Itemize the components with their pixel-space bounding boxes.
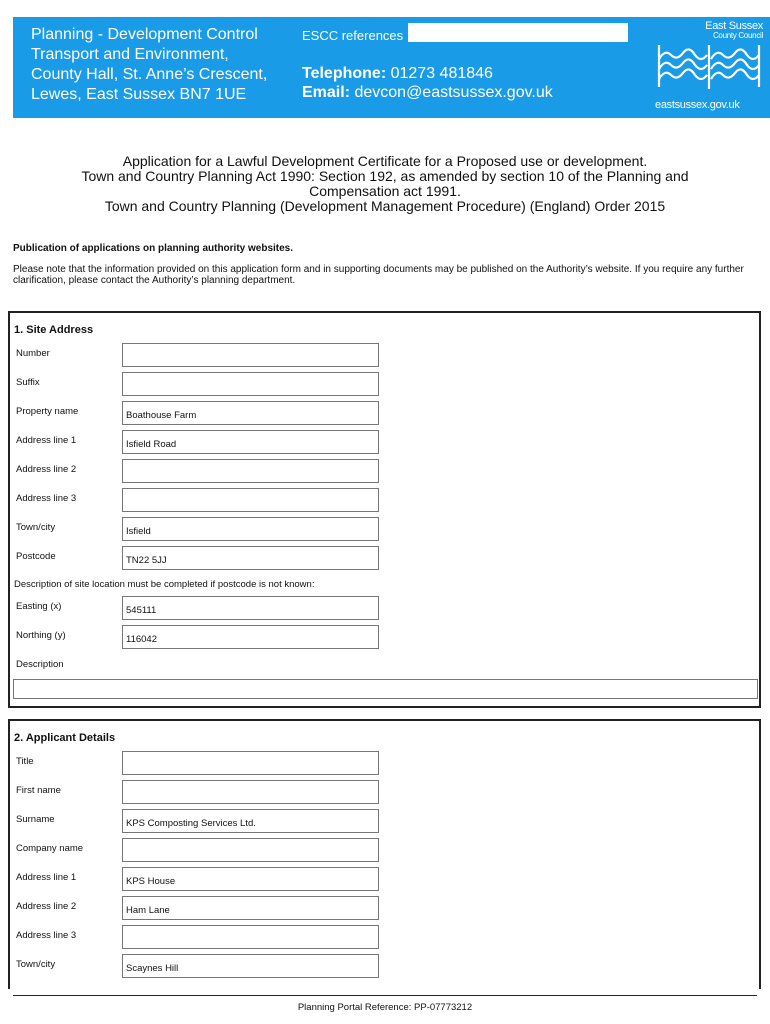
form-row — [10, 546, 759, 572]
form-row — [10, 343, 759, 369]
easting-field[interactable]: 545111 — [122, 596, 379, 620]
council-logo — [653, 21, 763, 113]
address-line-2-field[interactable]: Ham Lane — [122, 896, 379, 920]
postcode-field[interactable]: TN22 5JJ — [122, 546, 379, 570]
field-label: Easting (x) — [16, 601, 62, 612]
form-row — [10, 925, 759, 951]
logo-name-line: East Sussex — [705, 20, 763, 32]
field-label: Suffix — [16, 377, 40, 388]
description-label: Description — [16, 659, 64, 670]
header-banner — [13, 17, 770, 118]
form-row — [10, 896, 759, 922]
logo-url[interactable]: eastsussex.gov.uk — [655, 99, 740, 111]
form-row — [10, 751, 759, 777]
form-row — [10, 372, 759, 398]
number-field[interactable] — [122, 343, 379, 367]
field-label: Address line 1 — [16, 872, 77, 883]
field-label: Town/city — [16, 959, 56, 970]
email-label: Email: — [302, 84, 351, 101]
section-title: 1. Site Address — [14, 324, 94, 336]
first-name-field[interactable] — [122, 780, 379, 804]
portal-reference: Planning Portal Reference: PP-07773212 — [297, 1002, 473, 1013]
form-row — [10, 401, 759, 427]
title-field[interactable] — [122, 751, 379, 775]
publication-heading: Publication of applications on planning authority websites. — [13, 243, 294, 254]
address-line-1-field[interactable]: Isfield Road — [122, 430, 379, 454]
title-line: Town and Country Planning (Development Management Procedure) (England) Order 2015 — [104, 198, 666, 214]
form-row — [10, 780, 759, 806]
town-city-field[interactable]: Isfield — [122, 517, 379, 541]
description-field[interactable] — [13, 679, 758, 699]
address-line-1-field[interactable]: KPS House — [122, 867, 379, 891]
address-line: Transport and Environment, — [31, 46, 229, 63]
title-line: Application for a Lawful Development Certificate for a Proposed use or development. — [122, 153, 648, 169]
footer-divider — [13, 995, 757, 996]
telephone-value: 01273 481846 — [390, 65, 493, 82]
address-line-2-field[interactable] — [122, 459, 379, 483]
field-label: Address line 1 — [16, 435, 77, 446]
title-line: Town and Country Planning Act 1990: Section 192, as amended by section 10 of the Planning and — [81, 168, 689, 184]
field-label: Northing (y) — [16, 630, 66, 641]
form-row — [10, 488, 759, 514]
section-title: 2. Applicant Details — [14, 732, 116, 744]
field-label: Postcode — [16, 551, 56, 562]
address-line: Planning - Development Control — [31, 26, 258, 43]
field-label: Title — [16, 756, 34, 767]
address-line: Lewes, East Sussex BN7 1UE — [31, 86, 247, 103]
location-note: Description of site location must be completed if postcode is not known: — [14, 579, 315, 590]
logo-name-line: County Council — [712, 31, 763, 40]
town-city-field[interactable]: Scaynes Hill — [122, 954, 379, 978]
field-label: Address line 3 — [16, 493, 77, 504]
field-label: Company name — [16, 843, 84, 854]
telephone-label: Telephone: — [302, 65, 387, 82]
field-label: Surname — [16, 814, 55, 825]
address-line: County Hall, St. Anne’s Crescent, — [31, 66, 268, 83]
site-address-section — [8, 311, 761, 708]
escc-references-field[interactable] — [408, 23, 628, 42]
council-address — [31, 25, 267, 105]
address-line-3-field[interactable] — [122, 488, 379, 512]
publication-note: Please note that the information provided on this application form and in supporting documents may be published on the Authority’s website. If you require any further clarification, please contact the Authority’s planning department. — [13, 264, 744, 286]
form-row — [10, 954, 759, 980]
title-line: Compensation act 1991. — [309, 183, 461, 199]
field-label: First name — [16, 785, 61, 796]
email-value[interactable]: devcon@eastsussex.gov.uk — [354, 84, 553, 101]
surname-field[interactable]: KPS Composting Services Ltd. — [122, 809, 379, 833]
field-label: Address line 2 — [16, 464, 77, 475]
form-row — [10, 459, 759, 485]
email — [302, 84, 553, 102]
logo-name — [705, 21, 763, 41]
applicant-details-section — [8, 719, 761, 989]
field-label: Number — [16, 348, 50, 359]
form-row — [10, 596, 759, 622]
wave-logo-icon — [657, 43, 761, 93]
company-name-field[interactable] — [122, 838, 379, 862]
form-row — [10, 517, 759, 543]
form-row — [10, 838, 759, 864]
escc-references-label: ESCC references — [302, 28, 404, 43]
field-label: Address line 2 — [16, 901, 77, 912]
form-row — [10, 809, 759, 835]
northing-field[interactable]: 116042 — [122, 625, 379, 649]
suffix-field[interactable] — [122, 372, 379, 396]
telephone — [302, 65, 493, 83]
form-title — [20, 154, 750, 214]
field-label: Address line 3 — [16, 930, 77, 941]
form-row — [10, 625, 759, 651]
field-label: Town/city — [16, 522, 56, 533]
address-line-3-field[interactable] — [122, 925, 379, 949]
form-row — [10, 867, 759, 893]
field-label: Property name — [16, 406, 79, 417]
form-row — [10, 430, 759, 456]
property-name-field[interactable]: Boathouse Farm — [122, 401, 379, 425]
